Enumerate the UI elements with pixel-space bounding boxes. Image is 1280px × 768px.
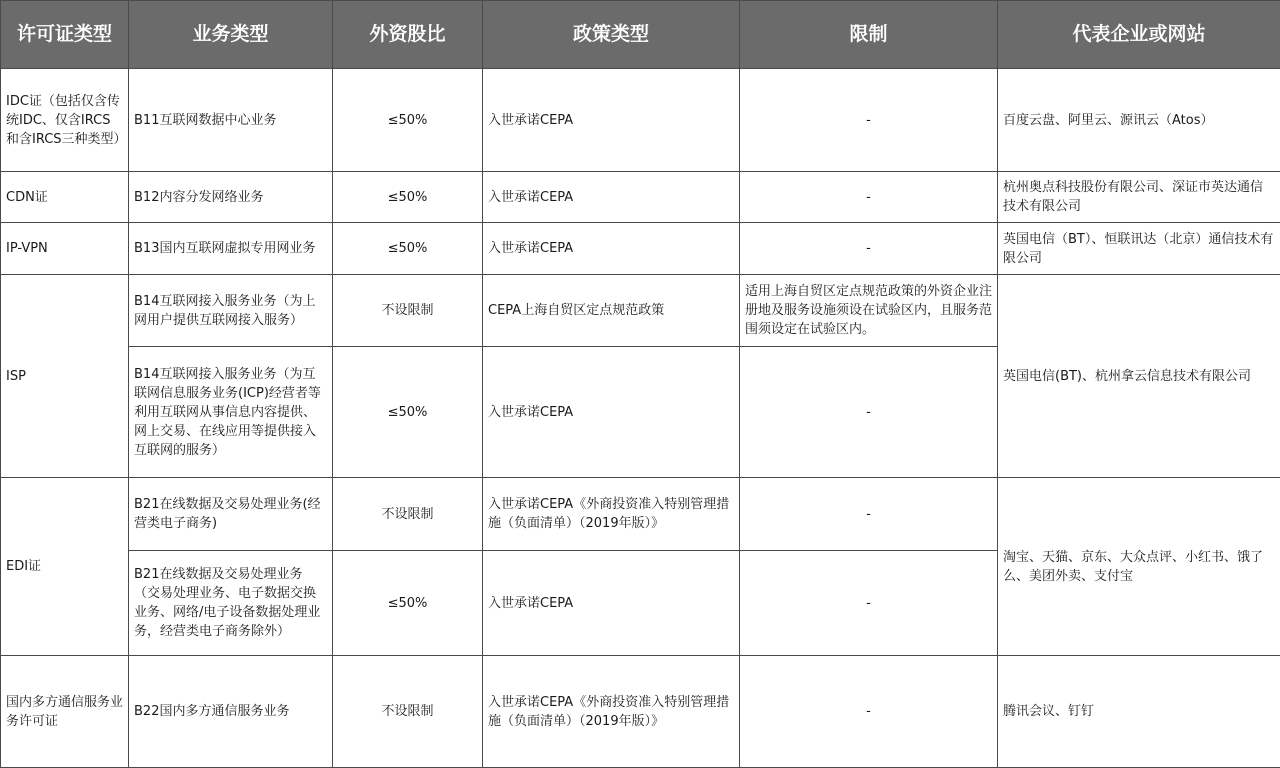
license-cell: IDC证（包括仅含传统IDC、仅含IRCS和含IRCS三种类型） <box>1 69 129 172</box>
policy-cell: 入世承诺CEPA <box>483 172 740 223</box>
policy-cell: 入世承诺CEPA <box>483 347 740 478</box>
header-restriction: 限制 <box>740 1 998 69</box>
ratio-cell: ≤50% <box>333 347 483 478</box>
ratio-cell: ≤50% <box>333 172 483 223</box>
ratio-cell: ≤50% <box>333 223 483 275</box>
header-foreign-ratio: 外资股比 <box>333 1 483 69</box>
license-cell: ISP <box>1 275 129 478</box>
header-row <box>1 1 1280 69</box>
companies-cell: 腾讯会议、钉钉 <box>998 656 1280 768</box>
limit-cell: - <box>740 172 998 223</box>
companies-cell: 英国电信(BT)、杭州拿云信息技术有限公司 <box>998 275 1280 478</box>
table-row <box>1 478 1280 551</box>
policy-cell: CEPA上海自贸区定点规范政策 <box>483 275 740 347</box>
ratio-cell: ≤50% <box>333 551 483 656</box>
business-cell: B14互联网接入服务业务（为互联网信息服务业务(ICP)经营者等利用互联网从事信息内容提供、网上交易、在线应用等提供接入互联网的服务） <box>129 347 333 478</box>
business-cell: B21在线数据及交易处理业务（交易处理业务、电子数据交换业务、网络/电子设备数据处理业务，经营类电子商务除外） <box>129 551 333 656</box>
policy-cell: 入世承诺CEPA《外商投资准入特别管理措施（负面清单）（2019年版）》 <box>483 656 740 768</box>
business-cell: B22国内多方通信服务业务 <box>129 656 333 768</box>
business-cell: B14互联网接入服务业务（为上网用户提供互联网接入服务） <box>129 275 333 347</box>
business-cell: B13国内互联网虚拟专用网业务 <box>129 223 333 275</box>
business-cell: B11互联网数据中心业务 <box>129 69 333 172</box>
license-cell: EDI证 <box>1 478 129 656</box>
companies-cell: 杭州奥点科技股份有限公司、深证市英达通信技术有限公司 <box>998 172 1280 223</box>
limit-cell: - <box>740 551 998 656</box>
limit-cell: - <box>740 223 998 275</box>
business-cell: B21在线数据及交易处理业务(经营类电子商务) <box>129 478 333 551</box>
companies-cell: 淘宝、天猫、京东、大众点评、小红书、饿了么、美团外卖、支付宝 <box>998 478 1280 656</box>
license-cell: CDN证 <box>1 172 129 223</box>
ratio-cell: 不设限制 <box>333 275 483 347</box>
header-license-type: 许可证类型 <box>1 1 129 69</box>
table-row <box>1 223 1280 275</box>
policy-cell: 入世承诺CEPA《外商投资准入特别管理措施（负面清单）（2019年版）》 <box>483 478 740 551</box>
companies-cell: 英国电信（BT）、恒联讯达（北京）通信技术有限公司 <box>998 223 1280 275</box>
ratio-cell: 不设限制 <box>333 656 483 768</box>
license-cell: IP-VPN <box>1 223 129 275</box>
limit-cell: - <box>740 347 998 478</box>
limit-cell: - <box>740 69 998 172</box>
policy-cell: 入世承诺CEPA <box>483 69 740 172</box>
license-cell: 国内多方通信服务业务许可证 <box>1 656 129 768</box>
companies-cell: 百度云盘、阿里云、源讯云（Atos） <box>998 69 1280 172</box>
business-cell: B12内容分发网络业务 <box>129 172 333 223</box>
policy-cell: 入世承诺CEPA <box>483 223 740 275</box>
header-representative-companies: 代表企业或网站 <box>998 1 1280 69</box>
table-row <box>1 172 1280 223</box>
table-row <box>1 656 1280 768</box>
policy-cell: 入世承诺CEPA <box>483 551 740 656</box>
ratio-cell: 不设限制 <box>333 478 483 551</box>
table-row <box>1 69 1280 172</box>
table-row <box>1 275 1280 347</box>
limit-cell: 适用上海自贸区定点规范政策的外资企业注册地及服务设施须设在试验区内，且服务范围须设定在试验区内。 <box>740 275 998 347</box>
ratio-cell: ≤50% <box>333 69 483 172</box>
header-policy-type: 政策类型 <box>483 1 740 69</box>
header-business-type: 业务类型 <box>129 1 333 69</box>
limit-cell: - <box>740 656 998 768</box>
limit-cell: - <box>740 478 998 551</box>
